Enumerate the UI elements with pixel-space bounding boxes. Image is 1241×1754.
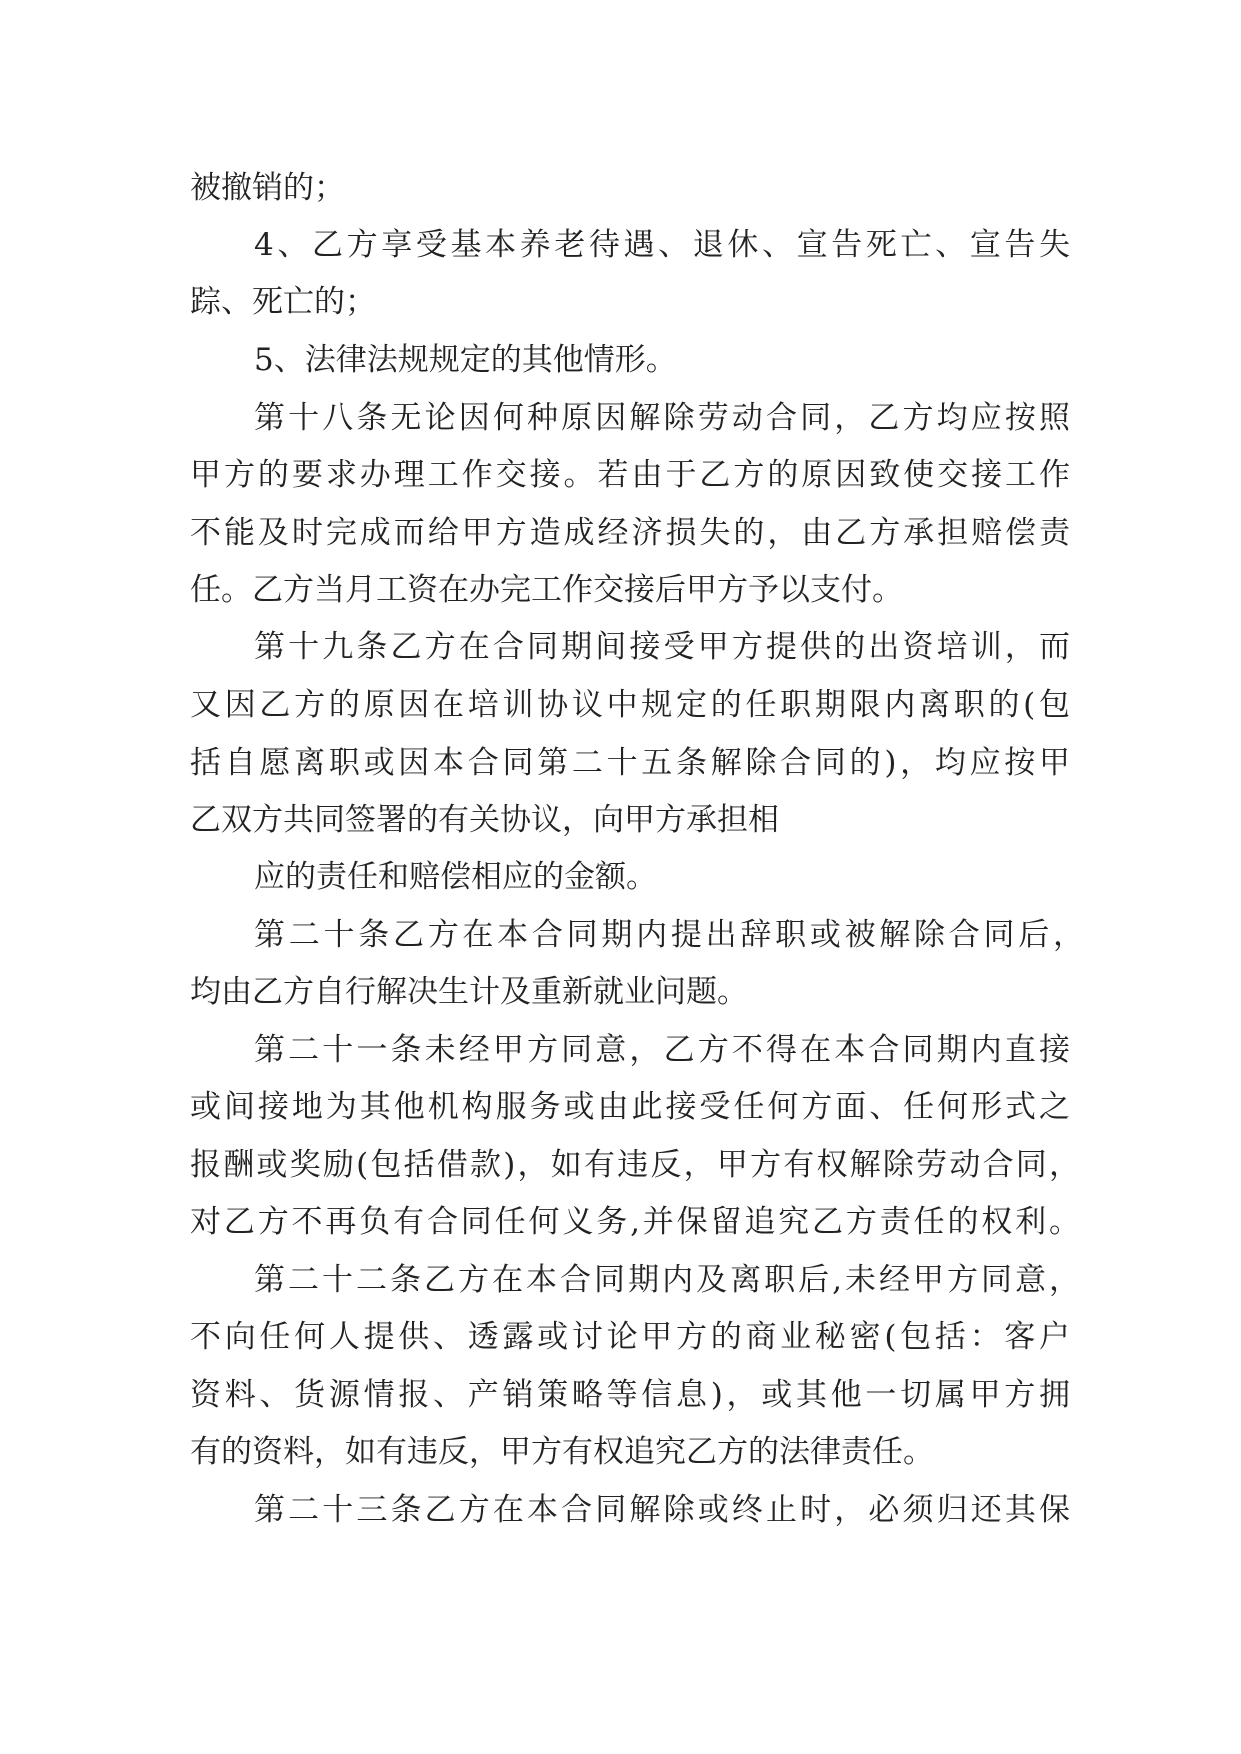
text-line: 第二十一条未经甲方同意，乙方不得在本合同期内直接 [254,1032,1070,1068]
text-line: 应的责任和赔偿相应的金额。 [254,859,657,895]
text-line: 资料、货源情报、产销策略等信息)，或其他一切属甲方拥 [190,1377,1070,1413]
text-line: 或间接地为其他机构服务或由此接受任何方面、任何形式之 [190,1089,1070,1125]
text-line: 又因乙方的原因在培训协议中规定的任职期限内离职的(包 [190,687,1070,723]
text-line: 任。乙方当月工资在办完工作交接后甲方予以支付。 [190,572,903,608]
text-line: 乙双方共同签署的有关协议，向甲方承担相 [190,802,779,838]
text-line: 5、法律法规规定的其他情形。 [254,342,677,378]
text-line: 对乙方不再负有合同任何义务,并保留追究乙方责任的权利。 [190,1204,1080,1240]
text-line: 被撤销的； [190,170,345,206]
text-line: 括自愿离职或因本合同第二十五条解除合同的)，均应按甲 [190,745,1070,781]
text-line: 4、乙方享受基本养老待遇、退休、宣告死亡、宣告失 [254,227,1070,263]
text-line: 有的资料，如有违反，甲方有权追究乙方的法律责任。 [190,1434,934,1470]
text-line: 第十八条无论因何种原因解除劳动合同，乙方均应按照 [254,400,1070,436]
text-line: 报酬或奖励(包括借款)，如有违反，甲方有权解除劳动合同， [190,1147,1080,1183]
text-line: 甲方的要求办理工作交接。若由于乙方的原因致使交接工作 [190,457,1070,493]
text-line: 第二十二条乙方在本合同期内及离职后,未经甲方同意， [254,1262,1080,1298]
text-line: 均由乙方自行解决生计及重新就业问题。 [190,974,748,1010]
text-line: 踪、死亡的； [190,284,376,320]
text-line: 第二十条乙方在本合同期内提出辞职或被解除合同后， [254,917,1084,953]
text-line: 第二十三条乙方在本合同解除或终止时，必须归还其保 [254,1492,1070,1528]
text-line: 不能及时完成而给甲方造成经济损失的，由乙方承担赔偿责 [190,515,1070,551]
text-line: 不向任何人提供、透露或讨论甲方的商业秘密(包括：客户 [190,1319,1070,1355]
text-line: 第十九条乙方在合同期间接受甲方提供的出资培训，而 [254,629,1070,665]
